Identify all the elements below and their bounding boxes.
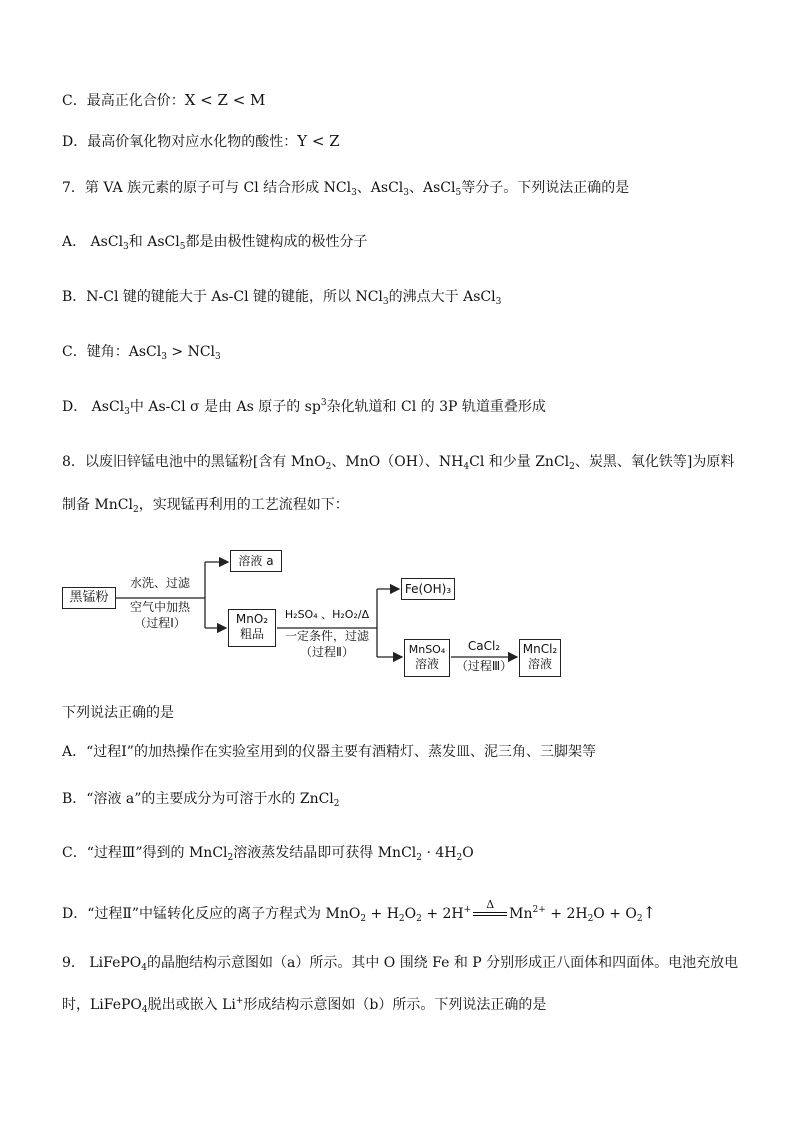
q8-text: ，实现锰再利用的工艺流程如下： xyxy=(138,497,349,513)
subscript: 3 xyxy=(382,297,389,307)
question-8-line-2 xyxy=(62,495,349,515)
mncl2-solution-box xyxy=(519,639,561,677)
q8-option-b xyxy=(62,789,340,809)
subscript: 2 xyxy=(227,853,234,863)
option-text: + H xyxy=(366,906,399,922)
option-text: + 2H xyxy=(421,906,464,922)
subscript: 4 xyxy=(463,462,470,472)
option-text: 中 As-Cl σ 是由 As 原子的 sp xyxy=(129,399,321,415)
option-text: A．“过程Ⅰ”的加热操作在实验室用到的仪器主要有酒精灯、蒸发皿、泥三角、三脚架等 xyxy=(62,744,596,760)
q9-text: 9． LiFePO xyxy=(62,955,142,971)
step3-reagent: CaCl₂ xyxy=(467,639,501,653)
q8-option-c xyxy=(62,843,474,863)
q9-text: 时，LiFePO xyxy=(62,997,142,1013)
option-text: 都是由极性键构成的极性分子 xyxy=(185,234,368,250)
q8-text: 8．以废旧锌锰电池中的黑锰粉[含有 MnO xyxy=(62,454,326,470)
q7-option-b xyxy=(62,287,501,307)
subscript: 2 xyxy=(456,853,463,863)
subscript: 2 xyxy=(416,853,422,863)
solution-a-box xyxy=(230,550,282,572)
subscript: 3 xyxy=(495,297,502,307)
subscript: 2 xyxy=(416,914,422,924)
q7-text: 7．第 VA 族元素的原子可与 Cl 结合形成 NCl xyxy=(62,180,352,196)
box-label: 黑锰粉 xyxy=(69,590,109,605)
subscript: 3 xyxy=(403,188,410,198)
option-d-prev xyxy=(62,131,340,152)
option-text: Mn xyxy=(509,906,533,922)
step2-reagents: H₂SO₄ 、H₂O₂/Δ xyxy=(284,608,370,621)
subscript: 4 xyxy=(141,963,147,973)
box-label: MnSO₄ xyxy=(408,643,446,656)
step1-heating: 空气中加热 xyxy=(129,600,190,614)
subscript: 2 xyxy=(325,462,332,472)
option-text: 和 AsCl xyxy=(128,234,180,250)
option-formula: Y < Z xyxy=(297,132,340,150)
mnso4-solution-box xyxy=(404,639,450,677)
option-text: D． AsCl xyxy=(62,399,125,415)
box-label: MnCl₂ xyxy=(522,642,558,656)
q7-text: 、AsCl xyxy=(409,180,456,196)
superscript: + xyxy=(235,996,244,1006)
option-formula: X < Z < M xyxy=(184,91,266,109)
question-9-line-1 xyxy=(62,953,738,973)
q7-text: 、AsCl xyxy=(356,180,404,196)
mno2-crude-box xyxy=(228,609,276,647)
superscript: 3 xyxy=(320,398,327,408)
subscript: 2 xyxy=(360,914,367,924)
step1-condition: 水洗、过滤 xyxy=(129,576,190,590)
black-mn-powder-box xyxy=(62,587,116,609)
subscript: 3 xyxy=(215,352,221,362)
q8-option-d xyxy=(62,898,657,924)
subscript: 3 xyxy=(123,242,129,252)
option-text: · 4H xyxy=(422,845,457,861)
step3-process-label: （过程Ⅲ） xyxy=(455,659,513,673)
subscript: 2 xyxy=(636,914,643,924)
q7-option-a xyxy=(62,232,367,252)
q8-text: 、MnO（OH）、NH xyxy=(331,454,464,470)
option-text: A． AsCl xyxy=(62,234,124,250)
subscript: 3 xyxy=(124,407,130,417)
subscript: 2 xyxy=(587,914,594,924)
option-c-prev xyxy=(62,90,265,111)
process-flowchart xyxy=(62,543,582,683)
subscript: 5 xyxy=(179,242,186,252)
box-label: 溶液 xyxy=(527,657,552,671)
box-label: Fe(OH)₃ xyxy=(404,582,452,596)
q8-text: 、炭黑、氧化铁等]为原料 xyxy=(574,454,735,470)
subscript: 4 xyxy=(141,1005,148,1015)
option-text: 溶液蒸发结晶即可获得 MnCl xyxy=(233,845,417,861)
subscript: 3 xyxy=(161,352,167,362)
subscript: 2 xyxy=(133,505,139,515)
q9-text: 脱出或嵌入 Li xyxy=(147,997,236,1013)
box-label: MnO₂ xyxy=(235,612,269,626)
option-text: C．“过程Ⅲ”得到的 MnCl xyxy=(62,845,228,861)
subscript: 3 xyxy=(351,188,357,198)
question-7 xyxy=(62,178,629,198)
q8-text: 下列说法正确的是 xyxy=(62,705,174,721)
superscript: + xyxy=(463,905,472,915)
reaction-arrow xyxy=(471,898,509,921)
gas-arrow: ↑ xyxy=(642,903,657,922)
question-9-line-2 xyxy=(62,995,546,1015)
equals-sign xyxy=(473,912,507,916)
q7-option-c xyxy=(62,342,221,362)
q8-text: 制备 MnCl xyxy=(62,497,133,513)
subscript: 2 xyxy=(569,462,575,472)
step2-condition: 一定条件，过滤 xyxy=(284,629,369,643)
option-text: O xyxy=(404,906,417,922)
option-text: > NCl xyxy=(166,344,216,360)
option-text: O xyxy=(462,845,474,861)
q8-text: Cl 和少量 ZnCl xyxy=(469,454,570,470)
option-text: C．键角：AsCl xyxy=(62,344,162,360)
option-text: D．最高价氧化物对应水化物的酸性： xyxy=(62,134,298,150)
option-text: O + O xyxy=(593,906,637,922)
q8-prompt xyxy=(62,703,174,723)
option-text: 的沸点大于 AsCl xyxy=(388,289,496,305)
option-text: D．“过程Ⅱ”中锰转化反应的离子方程式为 MnO xyxy=(62,906,361,922)
q7-option-d xyxy=(62,397,546,417)
question-8-line-1 xyxy=(62,452,734,472)
step1-process-label: （过程Ⅰ） xyxy=(134,616,186,630)
reaction-condition: Δ xyxy=(486,898,495,911)
superscript: 2+ xyxy=(532,905,546,915)
subscript: 2 xyxy=(398,914,405,924)
subscript: 2 xyxy=(333,799,340,809)
option-text: B．“溶液 a”的主要成分为可溶于水的 ZnCl xyxy=(62,791,334,807)
q9-text: 的晶胞结构示意图如（a）所示。其中 O 围绕 Fe 和 P 分别形成正八面体和四面体。电池充放电 xyxy=(147,955,739,971)
subscript: 5 xyxy=(455,188,462,198)
feoh3-box xyxy=(401,578,455,600)
option-text: C．最高正化合价： xyxy=(62,93,185,109)
q8-option-a xyxy=(62,742,596,762)
option-text: 杂化轨道和 Cl 的 3P 轨道重叠形成 xyxy=(326,399,546,415)
option-text: + 2H xyxy=(545,906,588,922)
box-label: 溶液 a xyxy=(238,554,274,568)
step2-process-label: （过程Ⅱ） xyxy=(300,645,354,659)
box-label: 溶液 xyxy=(414,657,439,671)
box-label: 粗品 xyxy=(239,627,264,641)
q7-text: 等分子。下列说法正确的是 xyxy=(461,180,630,196)
option-text: B．N-Cl 键的键能大于 As-Cl 键的键能，所以 NCl xyxy=(62,289,383,305)
q9-text: 形成结构示意图如（b）所示。下列说法正确的是 xyxy=(243,997,547,1013)
